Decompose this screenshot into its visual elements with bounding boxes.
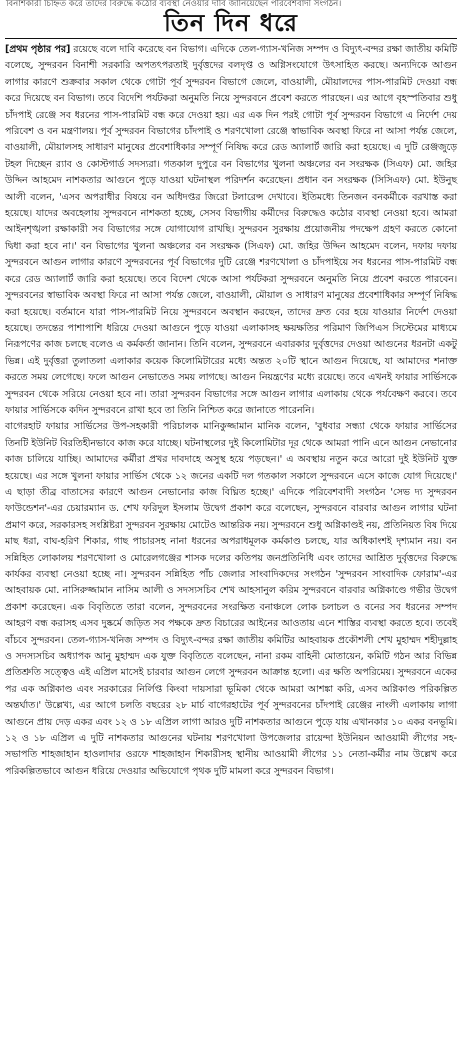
headline: তিন দিন ধরে — [163, 8, 298, 37]
paragraph-1-text: রয়েছে বলে দাবি করেছে বন বিভাগ। এদিকে তেল-গ্যাস-খনিজ সম্পদ ও বিদ্যুৎ-বন্দর রক্ষা জাতীয় কমিটি বলেছে, সুন্দরবন বিনাশী সরকারি অপতৎপরতাই দুর্বৃত্তদের বলদৃপ্ত ও অগ্নিসংযোগে উৎসাহিত করছে। অন্যদিকে আগুন লাগার কারণে শুক্রবার সকাল থেকে গোটা পূর্ব সুন্দরবন বিভাগে জেলে, বাওয়ালী, মৌয়ালদের পাস-পারমিট দেওয়া বন্ধ করে দিয়েছে বন বিভাগ। তবে বিদেশি পর্যটকরা অনুমতি নিয়ে সুন্দরবনে প্রবেশ করতে পারছেন। এর আগে বৃহস্পতিবার শুধু চাঁদপাই রেঞ্জে সব ধরনের পাস-পারমিট বন্ধ করে দেওয়া হয়। এর এক দিন পরই গোটা পূর্ব সুন্দরবন বিভাগে এ নির্দেশ দেয় পরিবেশ ও বন মন্ত্রণালয়। পূর্ব সুন্দরবন বিভাগের চাঁদপাই ও শরণখোলা রেঞ্জে স্বাভাবিক অবস্থা ফিরে না আসা পর্যন্ত জেলে, বাওয়ালী, মৌয়ালসহ সাধারণ মানুষের প্রবেশাধিকার সম্পূর্ণ নিষিদ্ধ করে রেড অ্যালার্ট জারি করা হয়েছে। এ দুটি রেঞ্জজুড়ে টহল দিচ্ছেন র‍্যাব ও কোস্টগার্ড সদস্যরা। গতকাল দুপুরে বন বিভাগের খুলনা অঞ্চলের বন সংরক্ষক (সিএফ) মো. জহির উদ্দিন আহমেদ নাশকতার আগুনে পুড়ে যাওয়া ঘটনাস্থল পরিদর্শন করেছেন। প্রধান বন সংরক্ষক (সিসিএফ) মো. ইউনুছ আলী বলেন, 'এসব অপরাধীর বিষয়ে বন অধিদপ্তর জিরো টলারেন্স দেখাবে। ইতিমধ্যে তিনজন বনকর্মীকে বরখাস্ত করা হয়েছে। যাদের অবহেলায় সুন্দরবনে নাশকতা হচ্ছে, সেসব বিভাগীয় কর্মীদের বিরুদ্ধেও কঠোর ব্যবস্থা নেওয়া হবে। আমরা আইনশৃঙ্খলা রক্ষাকারী সব বিভাগের সঙ্গে যোগাযোগ রাখছি। সুন্দরবন সুরক্ষায় প্রয়োজনীয় পদক্ষেপ গ্রহণ করতে কোনো দ্বিধা করা হবে না।' বন বিভাগের খুলনা অঞ্চলের বন সংরক্ষক (সিএফ) মো. জহির উদ্দিন আহমেদ বলেন, দফায় দফায় সুন্দরবনে আগুন লাগার কারণে সুন্দরবনের পূর্ব বিভাগের দুটি রেঞ্জে শরণখোলা ও চাঁদপাইয়ে সব ধরনের পাস-পারমিট বন্ধ করে রেড অ্যালার্ট জারি করা হয়েছে। তবে বিদেশ থেকে আসা পর্যটকরা সুন্দরবনে অনুমতি নিয়ে প্রবেশ করতে পারবেন। সুন্দরবনের স্বাভাবিক অবস্থা ফিরে না আসা পর্যন্ত জেলে, বাওয়ালী, মৌয়াল ও সাধারণ মানুষের প্রবেশাধিকার সম্পূর্ণ নিষিদ্ধ করা হয়েছে। বর্তমানে যারা পাস-পারমিট নিয়ে সুন্দরবনে অবস্থান করছেন, তাদের দ্রুত বের হয়ে যাওয়ার নির্দেশ দেওয়া হয়েছে। তদন্তের পাশাপাশি ধরিয়ে দেওয়া আগুনে পুড়ে যাওয়া এলাকাসহ ক্ষয়ক্ষতির পরিমাণ জিপিএস সিস্টেমের মাধ্যমে নিরূপণের কাজ চলছে বলেও এ কর্মকর্তা জানান। তিনি বলেন, সুন্দরবনে এবারকার দুর্বৃত্তদের দেওয়া আগুনের ধরনটা একটু ভিন্ন। এই দুর্বৃত্তরা তুলাতলা এলাকার কয়েক কিলোমিটারের মধ্যে অন্তত ২০টি স্থানে আগুন দিয়েছে, যা আমাদের শনাক্ত করতে সময় লেগেছে। ফলে আগুন নেভাতেও সময় লাগছে। আগুন নিয়ন্ত্রণের মধ্যে রয়েছে। তবে এখনই ফায়ার সার্ভিসকে সুন্দরবন থেকে সরিয়ে নেওয়া হবে না। তারা সুন্দরবন বিভাগের সঙ্গে আগুন লাগার এলাকায় থেকে পর্যবেক্ষণ করবে। তবে ফায়ার সার্ভিসকে কদিন সুন্দরবনে রাখা হবে তা তিনি নিশ্চিত করে জানাতে পারেননি। — [5, 44, 458, 416]
paragraph-2: বাগেরহাট ফায়ার সার্ভিসের উপ-সহকারী পরিচালক মানিকুজ্জামান মানিক বলেন, 'বুধবার সন্ধ্যা থেকে ফায়ার সার্ভিসের তিনটি ইউনিট বিরতিহীনভাবে কাজ করে যাচ্ছে। ঘটনাস্থলের দুই কিলোমিটার দূর থেকে আমরা পানি এনে আগুন নেভানোর কাজ চালিয়ে যাচ্ছি। আমাদের কর্মীরা প্রখর দাবদাহে অসুস্থ হয়ে পড়ছেন।' এ অবস্থায় নতুন করে আরো দুই ইউনিট যুক্ত হয়েছে। এর সঙ্গে খুলনা ফায়ার সার্ভিস থেকে ১২ জনের একটি দল গতকাল সকালে সুন্দরবনে এসে কাজে যোগ দিয়েছে।' এ ছাড়া তীব্র বাতাসের কারণে আগুন নেভানোর কাজ বিঘ্নিত হচ্ছে।' এদিকে পরিবেশবাদী সংগঠন 'সেভ দ্য সুন্দরবন ফাউন্ডেশন'-এর চেয়ারম্যান ড. শেখ ফরিদুল ইসলাম উদ্বেগ প্রকাশ করে বলেছেন, সুন্দরবনে বারবার আগুন লাগার ঘটনা প্রমাণ করে, সরকারসহ সংশ্লিষ্টরা সুন্দরবন সুরক্ষায় মোটেও আন্তরিক নয়। সুন্দরবনে শুধু অগ্নিকাণ্ডই নয়, প্রতিনিয়ত বিষ দিয়ে মাছ ধরা, বাঘ-হরিণ শিকার, গাছ পাচারসহ নানা ধরনের অপরাধমূলক কর্মকাণ্ড চলছে, যার অধিকাংশই দৃশ্যমান নয়। বন সন্নিহিত লোকালয় শরণখোলা ও মোরেলগঞ্জের শাসক দলের কতিপয় জনপ্রতিনিধি এবং তাদের আশ্রিত দুর্বৃত্তদের বিরুদ্ধে কার্যকর ব্যবস্থা নেওয়া হচ্ছে না। সুন্দরবন সন্নিহিত পাঁচ জেলার সাংবাদিকদের সংগঠন 'সুন্দরবন সাংবাদিক ফোরাম'-এর আহবায়ক মো. নাসিরুজ্জামান নাসিম আলী ও সদস্যসচিব শেখ আহসানুল করিম সুন্দরবনে বারবার অগ্নিকাণ্ডে গভীর উদ্বেগ প্রকাশ করেছেন। এক বিবৃতিতে তারা বলেন, সুন্দরবনের সংরক্ষিত বনাঞ্চলে লোক চলাচল ও বনের সব ধরনের সম্পদ আহরণ বন্ধ করাসহ এসব দুষ্কর্মে জড়িত সব পক্ষকে দ্রুত বিচারের আইনের আওতায় এনে শাস্তির ব্যবস্থা করতে হবে। তবেই বাঁচবে সুন্দরবন। তেল-গ্যাস-খনিজ সম্পদ ও বিদ্যুৎ-বন্দর রক্ষা জাতীয় কমিটির আহবায়ক প্রকৌশলী শেখ মুহাম্মদ শহীদুল্লাহ ও সদস্যসচিব অধ্যাপক আনু মুহাম্মদ এক যুক্ত বিবৃতিতে বলেছেন, নানা রকম বাহিনী মোতায়েন, কমিটি গঠন আর বিভিন্ন প্রতিশ্রুতি সত্ত্বেও এই এপ্রিল মাসেই চারবার আগুন লেগে সুন্দরবন আক্রান্ত হলো। এর ক্ষতি অপরিমেয়। সুন্দরবনে একের পর এক অগ্নিকাণ্ড এবং সরকারের নির্লিপ্ত কিংবা দায়সারা ভূমিকা থেকে আমরা আশঙ্কা করি, এসব অগ্নিকাণ্ড পরিকল্পিত অন্তর্ঘাত।' উল্লেখ্য, এর আগে চলতি বছরের ২৮ মার্চ বাগেরহাটের পূর্ব সুন্দরবনের চাঁদপাই রেঞ্জের নাংলী এলাকায় লাগা আগুনে প্রায় দেড় একর এবং ১২ ও ১৮ এপ্রিল লাগা আরও দুটি নাশকতার আগুনে পুড়ে যায় এখানকার ১০ একর বনভূমি। ১২ ও ১৮ এপ্রিল এ দুটি নাশকতার আগুনের ঘটনায় শরণখোলা উপজেলার রায়েন্দা ইউনিয়ন আওয়ামী লীগের সহ-সভাপতি শাহজাহান হাওলাদার ওরফে শাহজাহান শিকারীসহ স্থানীয় আওয়ামী লীগের ১১ নেতা-কর্মীর নাম উল্লেখ করে পরিকল্পিতভাবে আগুন ধরিয়ে দেওয়ার অভিযোগে পৃথক দুটি মামলা করে সুন্দরবন বিভাগ। — [5, 421, 457, 777]
headline-rule — [5, 38, 457, 39]
cut-top-fragment: বিনাশকারী চিহ্নিত করে তাদের বিরুদ্ধে কঠোর ব্যবস্থা নেওয়ার দাবি জানিয়েছেন পরিবেশবাদী সংগঠন। — [6, 0, 342, 9]
article-body — [0, 42, 462, 1052]
paragraph-1 — [5, 42, 457, 419]
continuation-label: [প্রথম পৃষ্ঠার পর] — [5, 44, 71, 55]
